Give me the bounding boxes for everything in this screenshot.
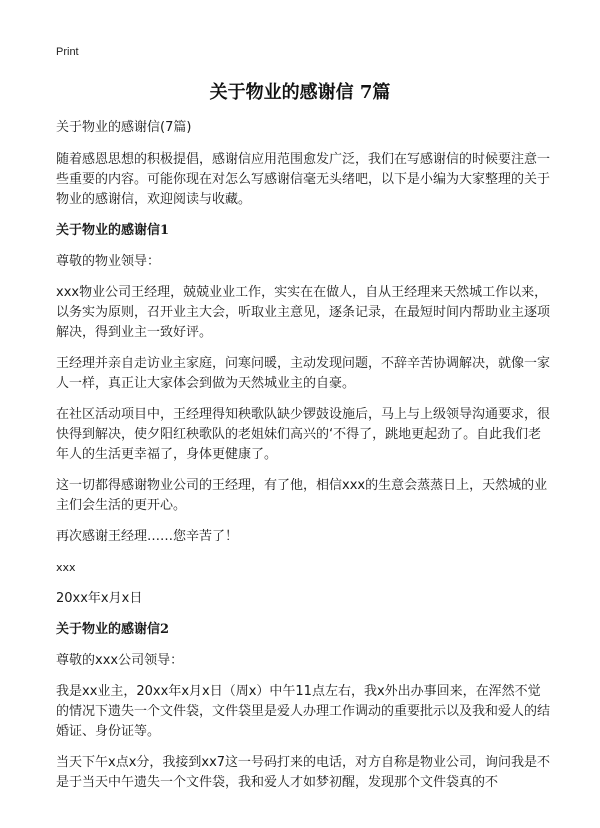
- document-title: 关于物业的感谢信 7篇: [209, 82, 391, 103]
- letter2-paragraph-2: 当天下午x点x分，我接到xx7这一号码打来的电话，对方自称是物业公司，询问我是不是于当天中午遗失一个文件袋，我和爱人才如梦初醒，发现那个文件袋真的不: [56, 755, 551, 790]
- letter2-heading: 关于物业的感谢信2: [56, 622, 170, 637]
- document-subtitle: 关于物业的感谢信(7篇): [56, 120, 192, 135]
- letter1-paragraph-4: 这一切都得感谢物业公司的王经理，有了他，相信xxx的生意会蒸蒸日上，天然城的业主们会生活的更开心。: [56, 478, 548, 513]
- letter1-closing: 再次感谢王经理……您辛苦了！: [56, 529, 239, 544]
- letter1-paragraph-3: 在社区活动项目中，王经理得知秧歌队缺少锣鼓设施后，马上与上级领导沟通要求，很快得到解决，使夕阳红秧歌队的老姐妹们高兴的‘不得了，跳地更起劲了。自此我们老年人的生活更幸福了，身体更健康了。: [56, 407, 551, 462]
- letter1-signature: xxx: [56, 561, 76, 574]
- intro-paragraph: 随着感恩思想的积极提倡，感谢信应用范围愈发广泛，我们在写感谢信的时候要注意一些重要的内容。可能你现在对怎么写感谢信毫无头绪吧，以下是小编为大家整理的关于物业的感谢信，欢迎阅读与收藏。: [56, 152, 551, 207]
- print-link[interactable]: Print: [56, 46, 79, 58]
- document-body: [56, 118, 552, 804]
- letter2-paragraph-1: 我是xx业主，20xx年x月x日（周x）中午11点左右，我x外出办事回来，在浑然不觉的情况下遗失一个文件袋，文件袋里是爱人办理工作调动的重要批示以及我和爱人的结婚证、身份证等。: [56, 684, 551, 739]
- letter1-salutation: 尊敬的物业领导：: [56, 254, 161, 269]
- letter2-salutation: 尊敬的xxx公司领导：: [56, 653, 184, 668]
- letter1-heading: 关于物业的感谢信1: [56, 223, 170, 238]
- letter1-paragraph-1: xxx物业公司王经理，兢兢业业工作，实实在在做人，自从王经理来天然城工作以来，以务实为原则，召开业主大会，听取业主意见，逐条记录，在最短时间内帮助业主逐项解决，得到业主一致好评。: [56, 285, 551, 340]
- letter1-date: 20xx年x月x日: [56, 591, 143, 606]
- letter1-paragraph-2: 王经理并亲自走访业主家庭，问寒问暖，主动发现问题，不辞辛苦协调解决，就像一家人一样，真正让大家体会到做为天然城业主的自豪。: [56, 356, 551, 391]
